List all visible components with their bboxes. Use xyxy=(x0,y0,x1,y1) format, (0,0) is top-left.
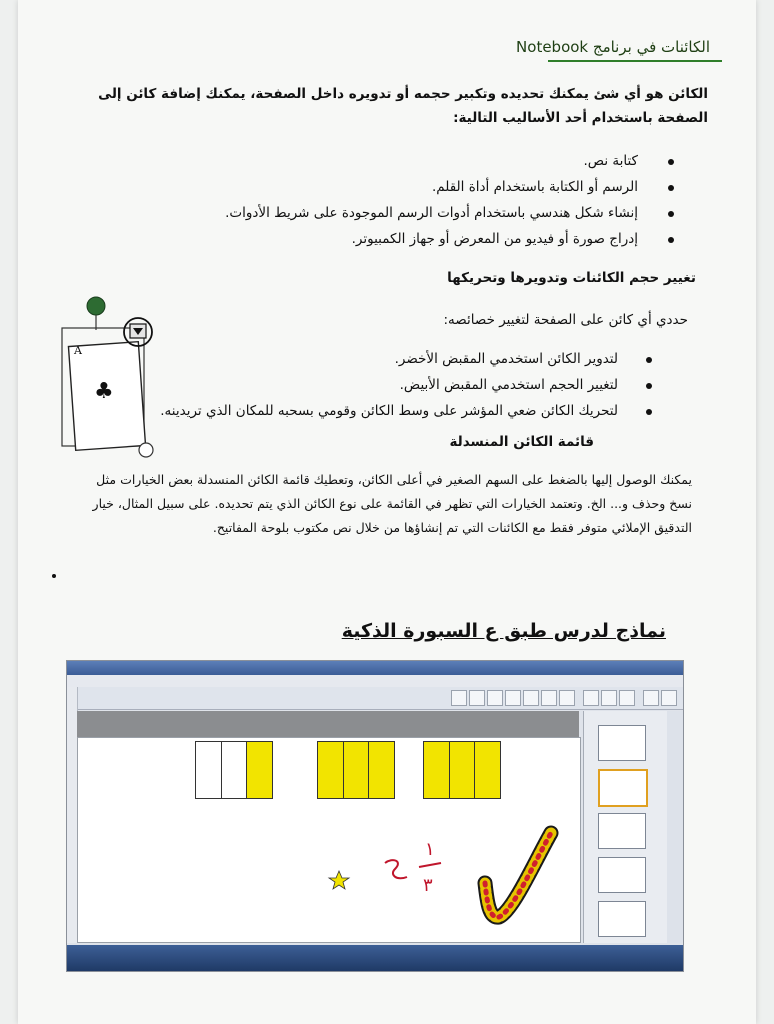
list-item: الرسم أو الكتابة باستخدام أداة القلم. xyxy=(108,174,708,200)
card-rank: A xyxy=(74,344,82,357)
title-underline xyxy=(548,60,722,62)
intro-paragraph: الكائن هو أي شئ يمكنك تحديده وتكبير حجمه أو تدويره داخل الصفحة، يمكنك إضافة كائن إلى الصفحة باستخدام أحد الأساليب التالية: xyxy=(98,86,708,126)
select-instruction: حددي أي كائن على الصفحة لتغيير خصائصه: xyxy=(443,312,688,328)
fraction-bar-3 xyxy=(423,741,501,799)
resize-heading: تغيير حجم الكائنات وتدويرها وتحريكها xyxy=(447,270,696,286)
fraction-numerator: ١ xyxy=(425,839,435,860)
list-item: إدراج صورة أو فيديو من المعرض أو جهاز الكمبيوتر. xyxy=(108,226,708,252)
list-item: كتابة نص. xyxy=(108,148,708,174)
fraction-denominator: ٣ xyxy=(423,875,433,896)
list-item: إنشاء شكل هندسي باستخدام أدوات الرسم الموجودة على شريط الأدوات. xyxy=(108,200,708,226)
club-suit-icon: ♣ xyxy=(94,379,114,404)
resize-steps-list xyxy=(108,346,708,424)
star-icon xyxy=(329,871,349,889)
gray-bar xyxy=(77,711,579,737)
right-rail xyxy=(667,711,683,943)
fraction-bar-1 xyxy=(195,741,273,799)
samples-heading: نماذج لدرس طبق ع السبورة الذكية xyxy=(341,620,666,642)
menu-heading: قائمة الكائن المنسدلة xyxy=(449,434,594,450)
document-page xyxy=(18,0,756,1024)
rotate-handle-icon xyxy=(87,297,105,315)
list-item: لتدوير الكائن استخدمي المقبض الأخضر. xyxy=(108,346,708,372)
handwritten-seven xyxy=(385,860,407,878)
window-titlebar xyxy=(67,661,683,675)
resize-handle-icon xyxy=(139,443,153,457)
windows-taskbar xyxy=(67,945,683,971)
list-item: لتحريك الكائن ضعي المؤشر على وسط الكائن وقومي بسحبه للمكان الذي تريدينه. xyxy=(108,398,708,424)
canvas-drawings xyxy=(327,821,567,941)
page-sorter-panel xyxy=(583,711,668,943)
stray-mark xyxy=(52,574,56,578)
page-title: الكائنات في برنامج Notebook xyxy=(516,38,710,56)
menu-paragraph: يمكنك الوصول إليها بالضغط على السهم الصغير في أعلى الكائن، وتعطيك قائمة الكائن المنسدلة بعض الخيارات مثل نسخ وحذف و... الخ. وتعتمد الخيارات التي تظهر في القائمة على نوع الكائن الذي يتم تحديده. على سبيل المثال، خيار التدقيق الإملائي متوفر فقط مع الكائنات التي تم إنشاؤها من خلال نص مكتوب بلوحة المفاتيح. xyxy=(92,472,692,535)
fraction-bar-2 xyxy=(317,741,395,799)
methods-list xyxy=(108,148,708,252)
window-toolbar xyxy=(67,687,683,710)
smartboard-screenshot xyxy=(66,660,684,972)
list-item: لتغيير الحجم استخدمي المقبض الأبيض. xyxy=(108,372,708,398)
